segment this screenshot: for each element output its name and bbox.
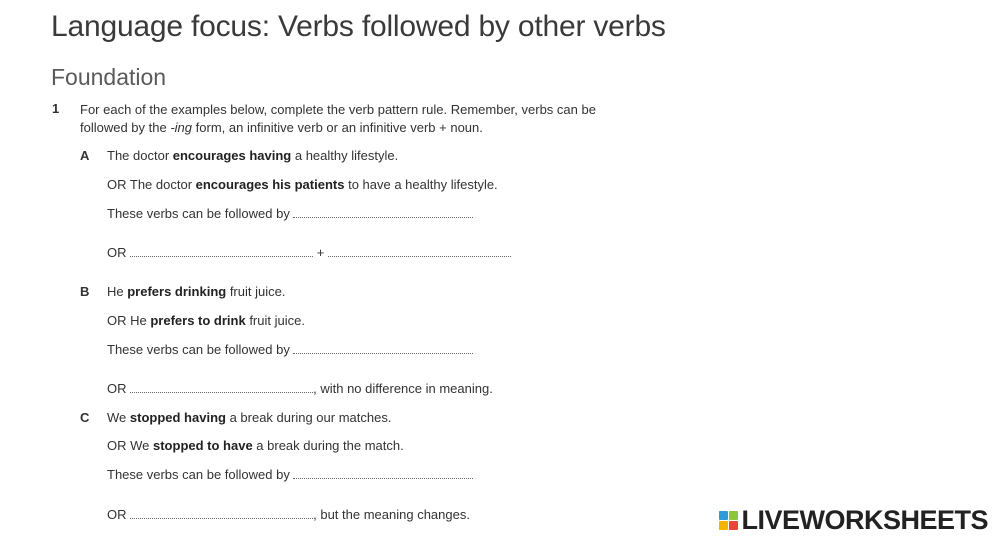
item-a-blank-3[interactable]	[328, 246, 511, 257]
item-a-or-line: OR +	[107, 245, 511, 260]
item-b-example-1: He prefers drinking fruit juice.	[107, 284, 286, 299]
liveworksheets-logo	[719, 505, 988, 536]
logo-tile	[719, 521, 728, 530]
logo-text: LIVEWORKSHEETS	[741, 505, 988, 535]
item-b-letter: B	[80, 284, 90, 299]
item-c-letter: C	[80, 410, 90, 425]
item-b-blank-2[interactable]	[130, 382, 313, 393]
item-b-blank-1[interactable]	[293, 343, 473, 354]
item-c-or-line: OR , but the meaning changes.	[107, 507, 470, 522]
question-instructions: For each of the examples below, complete the verb pattern rule. Remember, verbs can be followed by the -ing form, an infinitive verb or an infinitive verb + noun.	[80, 102, 596, 135]
item-c-blank-2[interactable]	[130, 508, 313, 519]
item-c-rule: These verbs can be followed by	[107, 467, 473, 482]
item-b-example-2: OR He prefers to drink fruit juice.	[107, 313, 305, 328]
item-c-blank-1[interactable]	[293, 468, 473, 479]
item-a-blank-1[interactable]	[293, 207, 473, 218]
item-a-example-2: OR The doctor encourages his patients to have a healthy lifestyle.	[107, 177, 498, 192]
page-title: Language focus: Verbs followed by other verbs	[51, 10, 666, 43]
logo-grid-icon	[719, 511, 738, 530]
item-a-letter: A	[80, 148, 90, 163]
item-a-rule: These verbs can be followed by	[107, 206, 473, 221]
item-a-example-1: The doctor encourages having a healthy lifestyle.	[107, 148, 399, 163]
section-subtitle: Foundation	[51, 64, 167, 90]
item-c-example-2: OR We stopped to have a break during the match.	[107, 438, 404, 453]
logo-tile	[729, 521, 738, 530]
logo-tile	[729, 511, 738, 520]
item-b-or-line: OR , with no difference in meaning.	[107, 381, 493, 396]
item-a-blank-2[interactable]	[130, 246, 313, 257]
logo-tile	[719, 511, 728, 520]
item-b-rule: These verbs can be followed by	[107, 342, 473, 357]
question-number: 1	[52, 101, 60, 116]
item-c-example-1: We stopped having a break during our matches.	[107, 410, 392, 425]
